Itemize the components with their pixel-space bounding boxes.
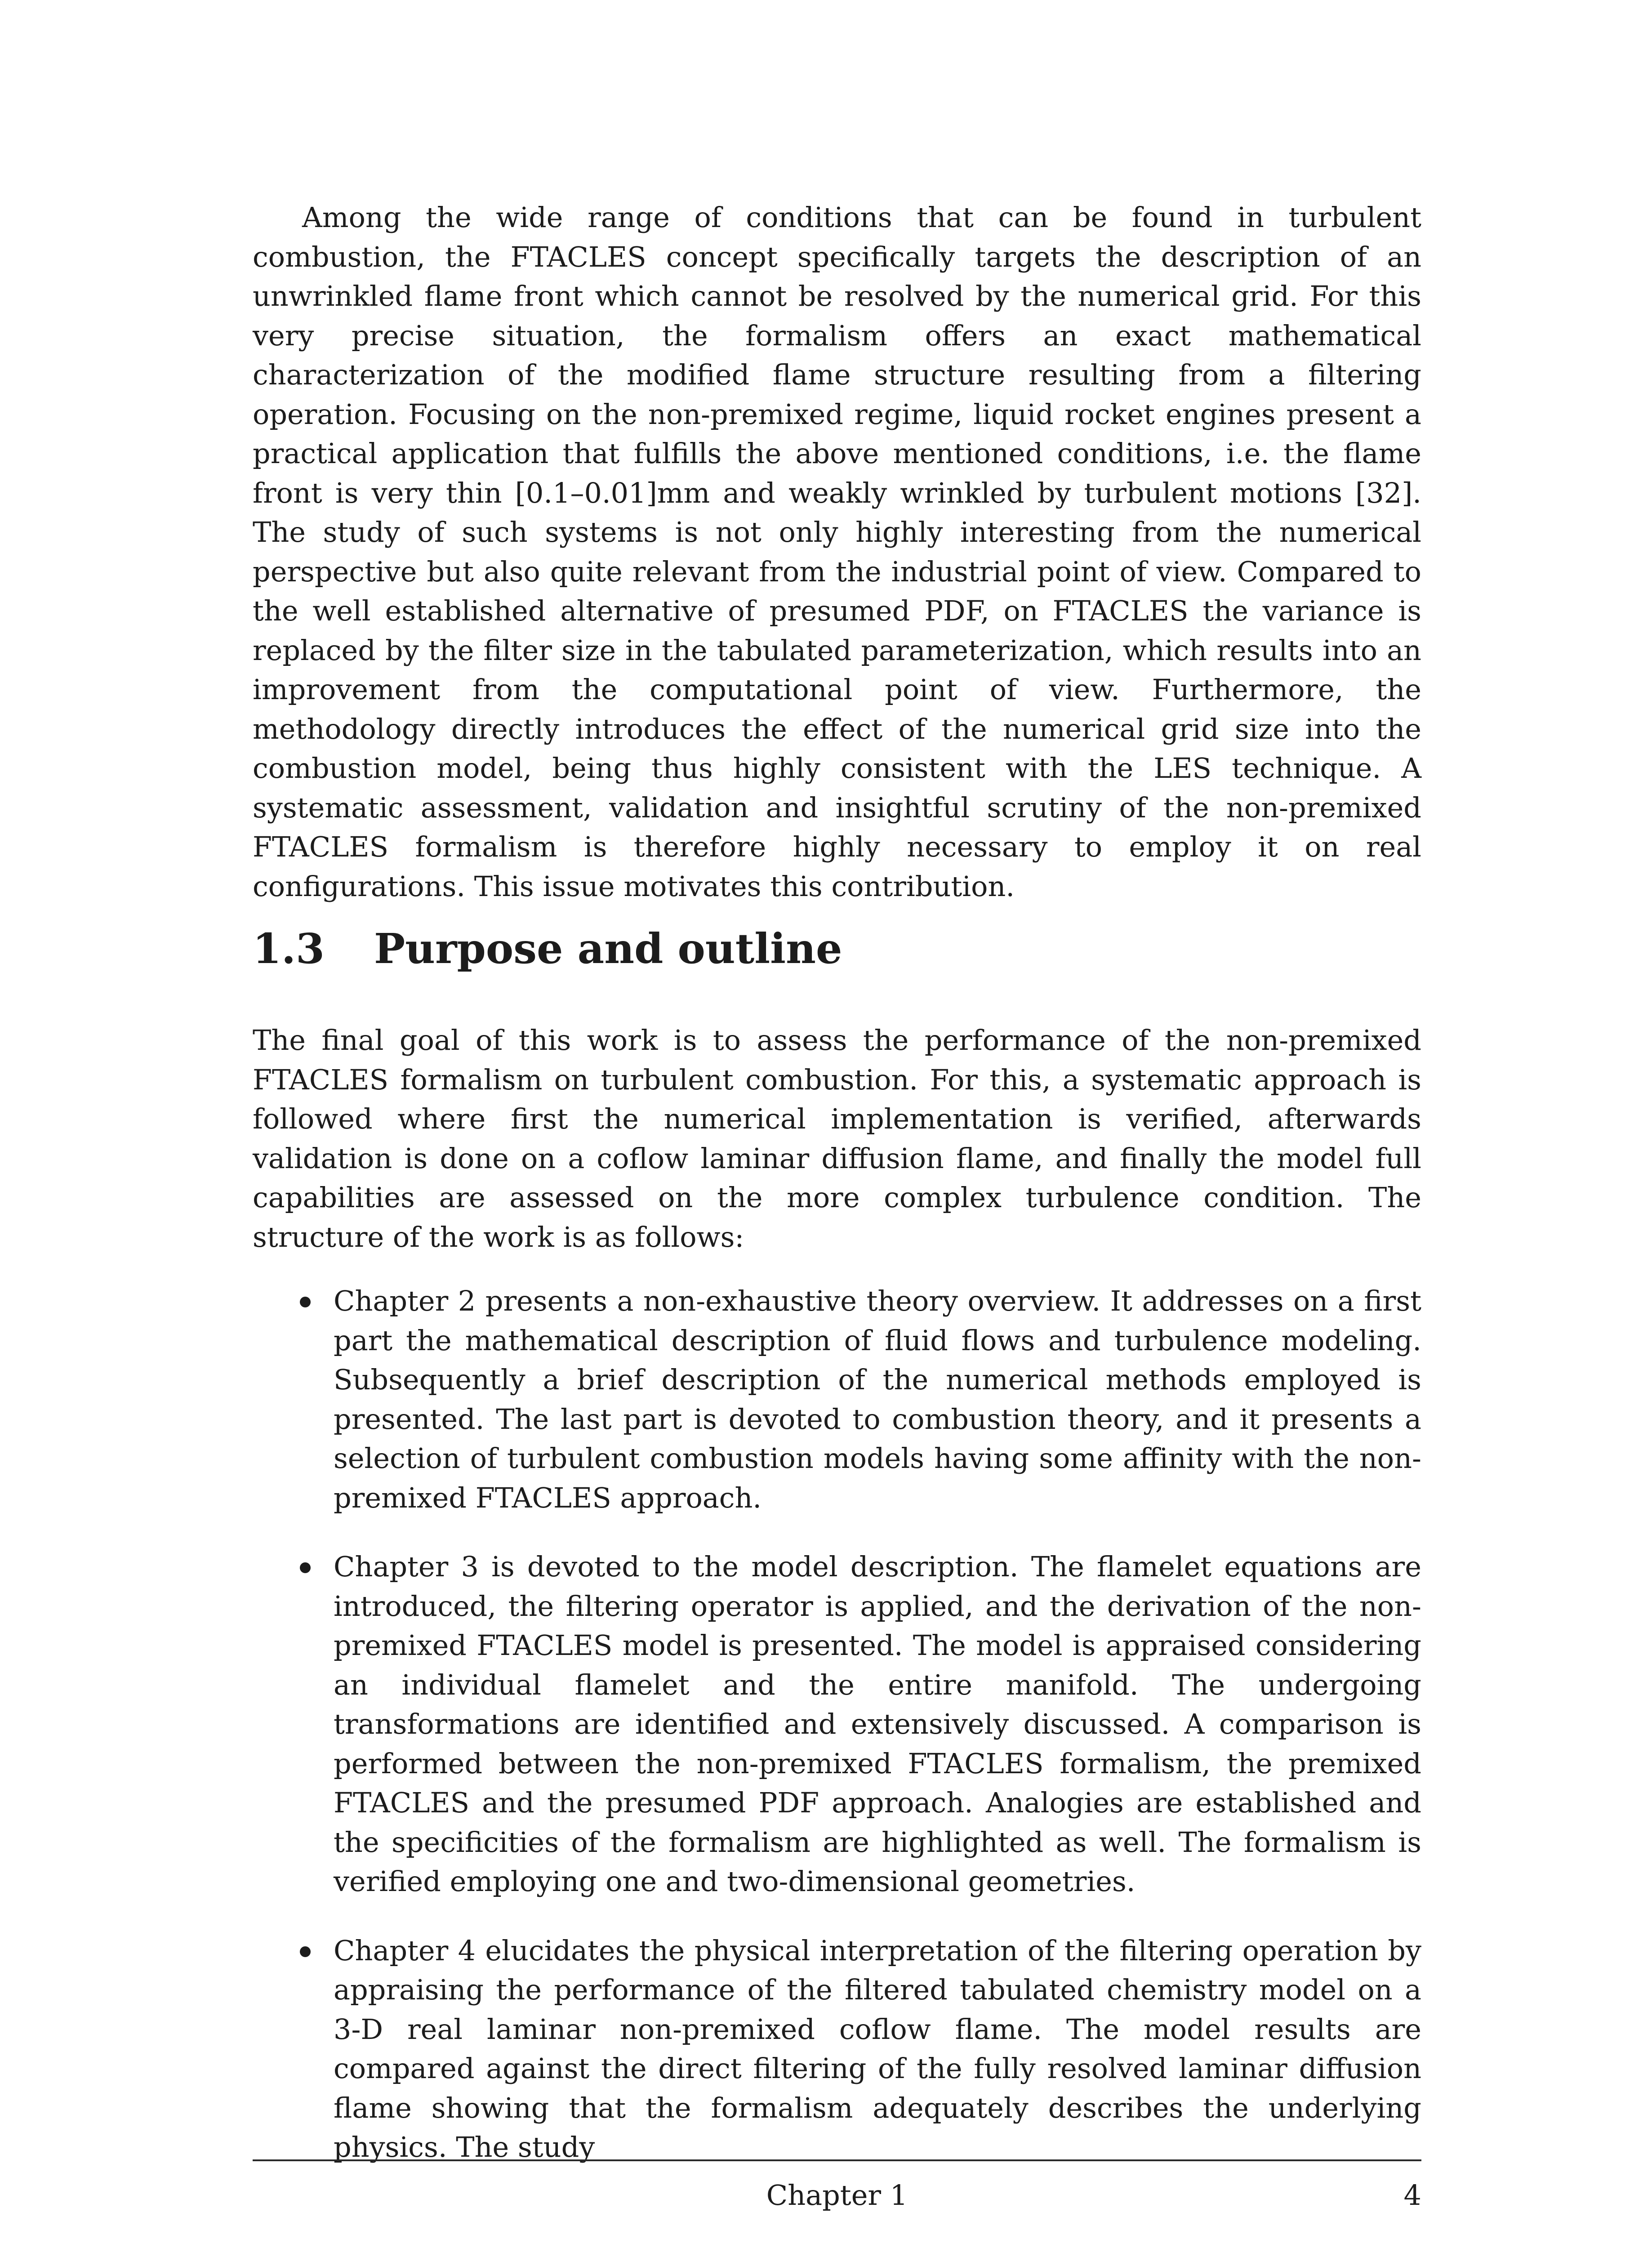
bullet-icon xyxy=(300,1297,311,1307)
section-title: Purpose and outline xyxy=(374,924,842,973)
footer-chapter-label: Chapter 1 xyxy=(766,2179,908,2212)
list-item xyxy=(253,1931,1421,2167)
list-item xyxy=(253,1547,1421,1901)
list-item-text: Chapter 2 presents a non-exhaustive theory overview. It addresses on a first part the mathematical description of fluid flows and turbulence modeling. Subsequently a brief description of the numerical methods employed is presented. The last part is devoted to combustion theory, and it presents a selection of turbulent combustion models having some affinity with the non-premixed FTACLES approach. xyxy=(334,1285,1421,1514)
section-number: 1.3 xyxy=(253,924,325,973)
page-footer xyxy=(253,2175,1421,2216)
intro-text-block xyxy=(253,198,1421,906)
section-heading xyxy=(253,922,1421,976)
page-number: 4 xyxy=(1403,2179,1421,2212)
list-item xyxy=(253,1281,1421,1517)
list-item-text: Chapter 3 is devoted to the model description. The flamelet equations are introduced, the filtering operator is applied, and the derivation of the non-premixed FTACLES model is presented. The model is appraised considering an individual flamelet and the entire manifold. The undergoing transformations are identified and extensively discussed. A comparison is performed between the non-premixed FTACLES formalism, the premixed FTACLES and the presumed PDF approach. Analogies are established and the specificities of the formalism are highlighted as well. The formalism is verified employing one and two-dimensional geometries. xyxy=(334,1550,1421,1898)
footer-divider xyxy=(253,2159,1421,2161)
section-intro-block xyxy=(253,1021,1421,1257)
chapter-outline-list xyxy=(253,1281,1421,2197)
section-intro-paragraph: The final goal of this work is to assess the performance of the non-premixed FTACLES formalism on turbulent combustion. For this, a systematic approach is followed where first the numerical implementation is verified, afterwards validation is done on a coflow laminar diffusion flame, and finally the model full capabilities are assessed on the more complex turbulence condition. The structure of the work is as follows: xyxy=(253,1024,1421,1253)
intro-paragraph: Among the wide range of conditions that can be found in turbulent combustion, the FTACLES concept specifically targets the description of an unwrinkled flame front which cannot be resolved by the numerical grid. For this very precise situation, the formalism offers an exact mathematical characterization of the modified flame structure resulting from a filtering operation. Focusing on the non-premixed regime, liquid rocket engines present a practical application that fulfills the above mentioned conditions, i.e. the flame front is very thin [0.1–0.01]mm and weakly wrinkled by turbulent motions [32]. The study of such systems is not only highly interesting from the numerical perspective but also quite relevant from the industrial point of view. Compared to the well established alternative of presumed PDF, on FTACLES the variance is replaced by the filter size in the tabulated parameterization, which results into an improvement from the computational point of view. Furthermore, the methodology directly introduces the effect of the numerical grid size into the combustion model, being thus highly consistent with the LES technique. A systematic assessment, validation and insightful scrutiny of the non-premixed FTACLES formalism is therefore highly necessary to employ it on real configurations. This issue motivates this contribution. xyxy=(253,201,1421,903)
list-item-text: Chapter 4 elucidates the physical interpretation of the filtering operation by appraising the performance of the filtered tabulated chemistry model on a 3-D real laminar non-premixed coflow flame. The model results are compared against the direct filtering of the fully resolved laminar diffusion flame showing that the formalism adequately describes the underlying physics. The study xyxy=(334,1934,1421,2163)
bullet-icon xyxy=(300,1562,311,1573)
bullet-icon xyxy=(300,1946,311,1957)
